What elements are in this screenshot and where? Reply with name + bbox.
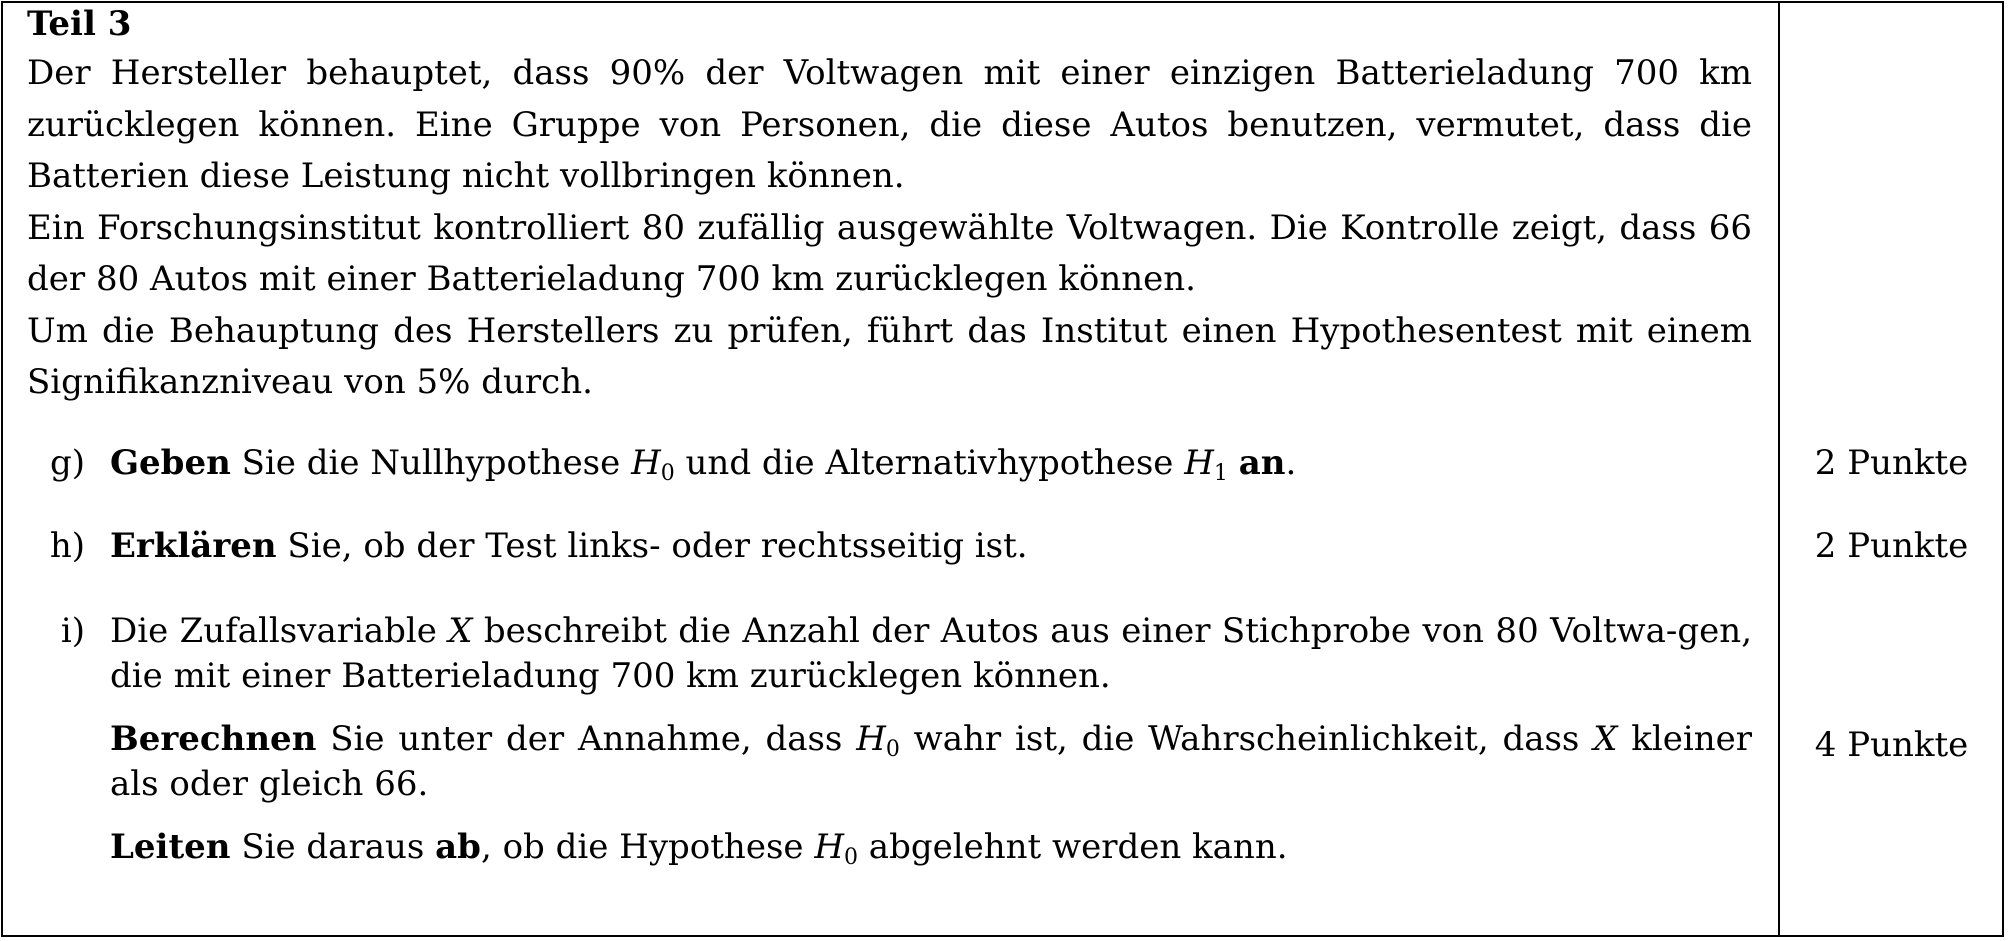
intro-text: [27, 48, 1752, 409]
h0-subscript: 0: [660, 461, 675, 486]
intro-paragraph-1: Der Hersteller behauptet, dass 90% der Voltwagen mit einer einzigen Batterieladung 700 km zurücklegen können. Eine Gruppe von Personen, die diese Autos benutzen, vermutet, dass die Batterien diese Leistung nicht vollbringen können.: [27, 53, 1752, 196]
task-i-text: [110, 609, 1752, 870]
task-i-p1-text-2: beschreibt die Anzahl der Autos aus einer Stichprobe von 80 Voltwa-gen, die mit einer Batterieladung 700 km zurücklegen können.: [110, 611, 1752, 696]
task-i-p2-text-3: kleiner als oder gleich 66.: [110, 719, 1752, 804]
x-symbol: X: [448, 611, 473, 651]
task-i-p2-text-2: wahr ist, die Wahrscheinlichkeit, dass: [899, 719, 1594, 759]
task-i-label: i): [60, 611, 85, 651]
intro-paragraph-3: Um die Behauptung des Herstellers zu prüfen, führt das Institut einen Hypothesentest mit einem Signifikanzniveau von 5% durch.: [27, 310, 1752, 402]
task-h-text: [110, 524, 1752, 569]
task-h-text-1: Sie, ob der Test links- oder rechtsseitig ist.: [276, 526, 1028, 566]
task-g-text-4: .: [1285, 443, 1297, 483]
h0-symbol-3: H: [814, 827, 844, 867]
task-g-text-2: und die Alternativhypothese: [674, 443, 1185, 483]
task-i-p3-text-3: abgelehnt werden kann.: [858, 827, 1288, 867]
task-h-points: 2 Punkte: [1814, 526, 1969, 566]
task-i-verb-ab: ab: [435, 827, 481, 867]
h0-symbol: H: [631, 443, 661, 483]
h1-subscript: 1: [1213, 461, 1228, 486]
task-i-paragraph-1: [110, 609, 1752, 699]
task-i-paragraph-2: [110, 717, 1752, 807]
task-i-p3-text-2: , ob die Hypothese: [480, 827, 815, 867]
task-i-verb-leiten: Leiten: [110, 827, 231, 867]
intro-paragraph-2: Ein Forschungsinstitut kontrolliert 80 zufällig ausgewählte Voltwagen. Die Kontrolle zeigt, dass 66 der 80 Autos mit einer Batterieladung 700 km zurücklegen können.: [27, 207, 1752, 299]
task-g-text-1: Sie die Nullhypothese: [230, 443, 632, 483]
task-i-p2-text-1: Sie unter der Annahme, dass: [316, 719, 857, 759]
task-h-label: h): [49, 526, 85, 566]
task-i-paragraph-3: [110, 825, 1752, 870]
task-g-verb: Geben: [110, 443, 231, 483]
section-title: Teil 3: [27, 4, 132, 44]
h0-symbol-2: H: [856, 719, 886, 759]
task-i-points: 4 Punkte: [1814, 725, 1969, 765]
h0-subscript-2: 0: [885, 737, 900, 762]
task-h-verb: Erklären: [110, 526, 277, 566]
x-symbol-2: X: [1593, 719, 1618, 759]
task-g-verb-2: an: [1238, 443, 1286, 483]
task-g-text: [110, 441, 1752, 486]
task-i-p1-text-1: Die Zufallsvariable: [110, 611, 449, 651]
task-g-points: 2 Punkte: [1814, 443, 1969, 483]
task-i-verb-berechnen: Berechnen: [110, 719, 317, 759]
h1-symbol: H: [1184, 443, 1214, 483]
task-i-p3-text-1: Sie daraus: [230, 827, 436, 867]
task-g-label: g): [49, 443, 85, 483]
h0-subscript-3: 0: [844, 845, 858, 870]
task-g-text-3: [1228, 443, 1239, 483]
